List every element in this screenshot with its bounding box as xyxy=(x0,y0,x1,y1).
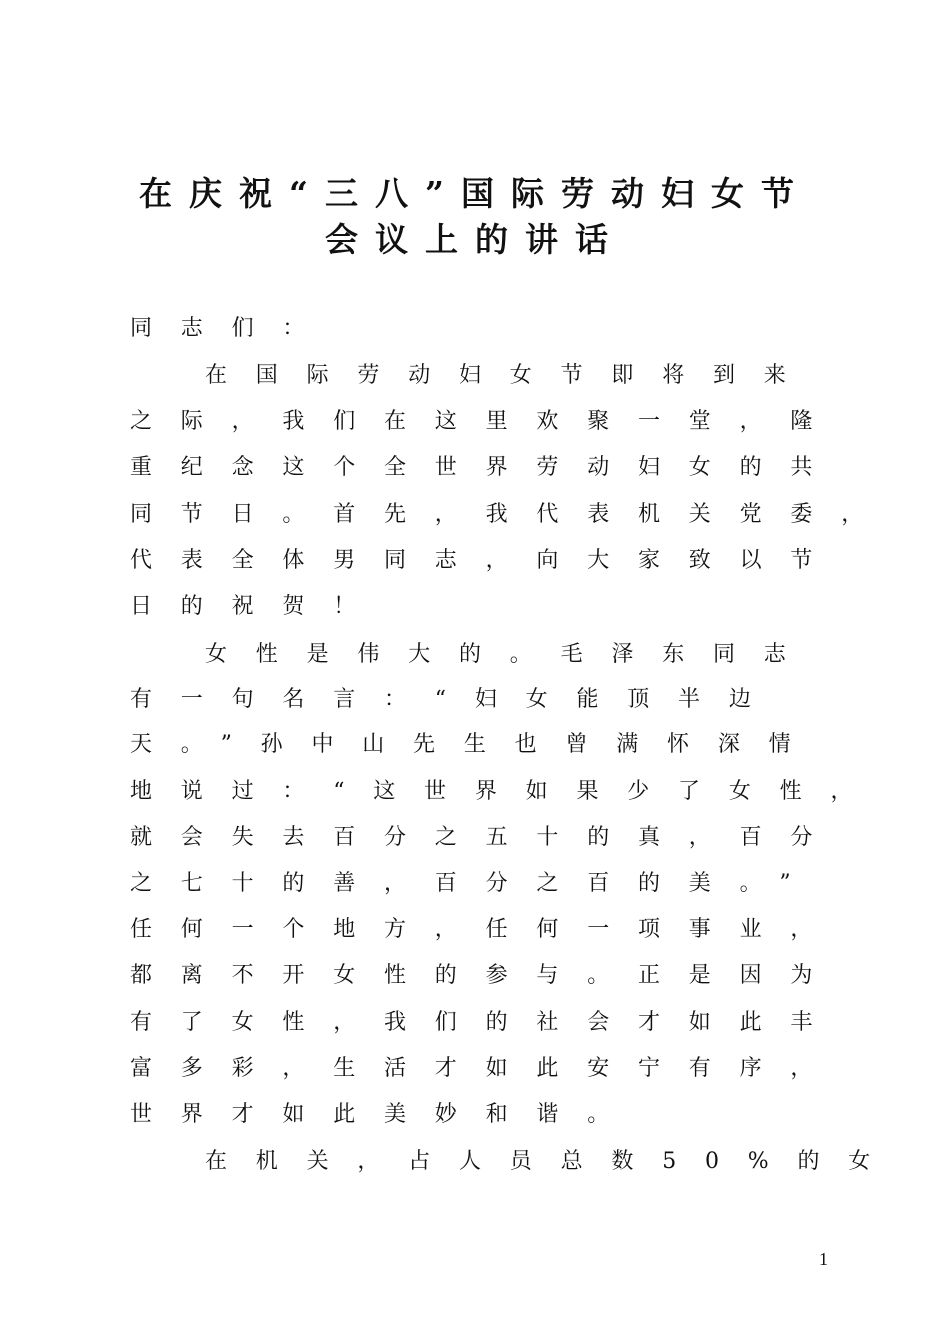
body-line: 天。”孙中山先生也曾满怀深情 xyxy=(130,732,820,757)
body-line: 重纪念这个全世界劳动妇女的共 xyxy=(130,455,842,480)
body-line: 地说过：“这世界如果少了女性， xyxy=(130,779,882,804)
body-line: 富多彩，生活才如此安宁有序， xyxy=(130,1056,842,1081)
body-line: 代表全体男同志，向大家致以节 xyxy=(130,548,842,573)
page-number: 1 xyxy=(819,1249,828,1269)
body-line: 世界才如此美妙和谐。 xyxy=(130,1102,639,1127)
document-title-line-2: 会议上的讲话 xyxy=(325,220,625,259)
body-line: 有了女性，我们的社会才如此丰 xyxy=(130,1010,842,1035)
body-line: 女性是伟大的。毛泽东同志 xyxy=(205,642,815,667)
body-line: 在机关，占人员总数50%的女 xyxy=(205,1149,900,1174)
body-line: 同节日。首先，我代表机关党委， xyxy=(130,502,893,527)
body-line: 之际，我们在这里欢聚一堂，隆 xyxy=(130,409,842,434)
salutation: 同志们： xyxy=(130,316,334,341)
body-line: 日的祝贺！ xyxy=(130,594,385,619)
body-line: 都离不开女性的参与。正是因为 xyxy=(130,963,842,988)
document-title-line-1: 在庆祝“三八”国际劳动妇女节 xyxy=(139,174,811,213)
body-line: 之七十的善，百分之百的美。” xyxy=(130,871,820,896)
body-line: 有一句名言：“妇女能顶半边 xyxy=(130,687,780,712)
body-line: 任何一个地方，任何一项事业， xyxy=(130,917,842,942)
body-line: 在国际劳动妇女节即将到来 xyxy=(205,363,815,388)
body-line: 就会失去百分之五十的真，百分 xyxy=(130,825,842,850)
